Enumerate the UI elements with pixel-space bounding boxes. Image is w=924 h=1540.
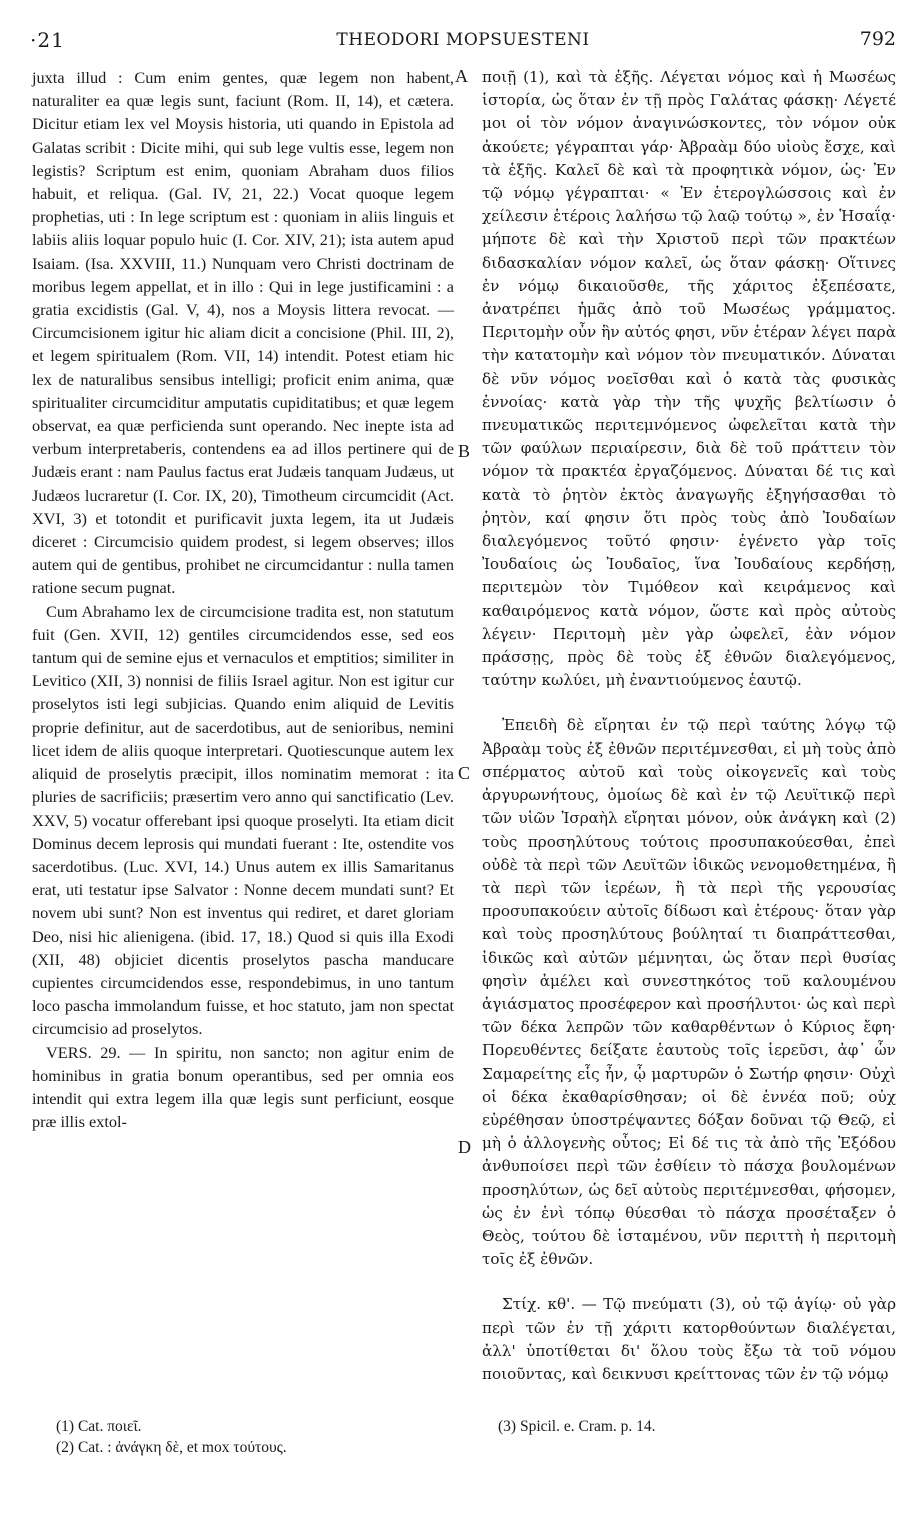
footnotes-left	[56, 1416, 456, 1458]
latin-column	[32, 66, 454, 1133]
running-title: THEODORI MOPSUESTENI	[336, 30, 590, 50]
latin-paragraph: Cum Abrahamo lex de circumcisione tradita est, non statutum fuit (Gen. XVII, 12) gentiles circumcidendos esse, sed eos tantum qui de semine ejus et vernaculos et emptitios; similiter in Levitico (XII, 3) nonnisi de filiis Israel agitur. Non est igitur cur proselytos isti legi subjicias. Quando enim aliquid de Levitis proprie definitur, aut de sacerdotibus, aut de senioribus, nemini licet idem de aliis quoque interpretari. Quotiescunque autem lex aliquid de proselytis præcipit, illos nominatim memorat : ita pluries de sacrificiis; præsertim vero anno qui sanctificatio (Lev. XXV, 5) vocatur offerebant ipsi quoque proselyti. Ita etiam dicit Dominus decem leprosis qui mundati fuerant : Ite, ostendite vos sacerdotibus. (Luc. XVI, 14.) Unus autem ex illis Samaritanus erat, uti testatur ipse Salvator : Nonne decem mundati sunt? Et novem ubi sunt? Non est inventus qui rediret, et daret gloriam Deo, nisi hic alienigena. (ibid. 17, 18.) Quod si quis illa Exodi (XII, 48) objiciet dicentis proselytos pascha manducare cupientes circumcidendos esse, respondebimus, in uno tantum loco pascha immolandum fuisse, et hoc statuto, jam non spectat circumcisio ad proselytos.	[32, 601, 454, 1039]
margin-marker-d: D	[458, 1137, 471, 1157]
footnotes-right	[498, 1416, 894, 1437]
margin-marker-b: B	[458, 441, 471, 461]
footnote: (2) Cat. : ἀνάγκη δὲ, et mox τούτους.	[56, 1439, 287, 1456]
margin-marker-a: A	[455, 66, 468, 86]
latin-paragraph: VERS. 29. — In spiritu, non sancto; non agitur enim de hominibus in gratia bonum operantibus, sed per omnia eos intendit qui extra legem illa quæ legis sunt perficiunt, eosque præ illis extol-	[32, 1042, 454, 1132]
greek-paragraph: Στίχ. κθ'. — Τῷ πνεύματι (3), οὐ τῷ ἁγίῳ· οὐ γὰρ περὶ τῶν ἐν τῇ χάριτι κατορθούντων διαλέγεται, ἀλλ' ὑποτίθεται δι' ὅλου τοὺς ἔξω τὰ τοῦ νόμου ποιοῦντας, καὶ δεικνυσι κρείττονας τῶν ἐν τῷ νόμῳ	[482, 1295, 896, 1383]
footnote: (1) Cat. ποιεῖ.	[56, 1418, 142, 1435]
margin-marker-c: C	[458, 763, 471, 783]
greek-paragraph: Ἐπειδὴ δὲ εἴρηται ἐν τῷ περὶ ταύτης λόγῳ τῷ Ἀβραὰμ τοὺς ἐξ ἐθνῶν περιτέμνεσθαι, εἰ μὴ τοὺς ἀπὸ σπέρματος αὐτοῦ καὶ τοὺς οἰκογενεῖς καὶ τοὺς ἀργυρωνήτους, ὁμοίως δὲ καὶ ἐν τῷ Λευϊτικῷ περὶ τῶν υἱῶν Ἰσραὴλ εἴρηται μόνον, οὐκ ἀνάγκη καὶ (2) τοὺς προσηλύτους τούτοις προσυπακούεσθαι, ἐπεὶ οὐδὲ τὰ περὶ τῶν Λευϊτῶν ἰδικῶς νενομοθετημένα, ἢ τὰ περὶ τῶν ἱερέων, ἢ τὰ περὶ τῆς γερουσίας προσυπακούειν αὐτοῖς δίδωσι καὶ ἑτέρους· ὅταν γὰρ καὶ τοὺς προσηλύτους βούληταί τι διαπράττεσθαι, ἰδικῶς καὶ αὐτῶν μέμνηται, ὡς ὅταν περὶ θυσίας φησὶν ἀμέλει καὶ συνεστηκότος τοῦ καλουμένου ἁγιάσματος προσέφερον καὶ προσήλυτοι· ὡς καὶ περὶ τῶν δέκα λεπρῶν τῶν καθαρθέντων ὁ Κύριος ἔφη· Πορευθέντες δείξατε ἑαυτοὺς τοῖς ἱερεῦσι, ἀφ᾽ ὧν Σαμαρείτης εἷς ἦν, ᾧ μαρτυρῶν ὁ Σωτήρ φησιν· Οὐχὶ οἱ δέκα ἐκαθαρίσθησαν; οἱ δὲ ἐννέα ποῦ; οὐχ εὑρέθησαν ὑποστρέψαντες δόξαν δοῦναι τῷ Θεῷ, εἰ μὴ ὁ ἀλλογενὴς οὗτος; Εἰ δέ τις τὰ ἀπὸ τῆς Ἐξόδου ἀνθυποίσει περὶ τῶν ἐσθίειν τὸ πάσχα βουλομένων προσηλύτων, ὡς δεῖ αὐτοὺς περιτέμνεσθαι, φήσομεν, ὡς ἐν ἑνὶ τόπῳ θύεσθαι τὸ πάσχα προσέταξεν ὁ Θεὸς, τούτου δὲ ἱσταμένου, νῦν περιττὴ ἡ περιτομὴ τοῖς ἐξ ἐθνῶν.	[482, 716, 896, 1269]
greek-paragraph: ποιῇ (1), καὶ τὰ ἑξῆς. Λέγεται νόμος καὶ ἡ Μωσέως ἱστορία, ὡς ὅταν ἐν τῇ πρὸς Γαλάτας φάσκῃ· Λέγετέ μοι οἱ τὸν νόμον ἀναγινώσκοντες, τὸν νόμον οὐκ ἀκούετε; γέγραπται γάρ· Ἀβραὰμ δύο υἱοὺς ἔσχε, καὶ τὰ ἑξῆς. Καλεῖ δὲ καὶ τὰ προφητικὰ νόμον, ὡς· Ἐν τῷ νόμῳ γέγραπται· « Ἐν ἑτερογλώσσοις καὶ ἐν χείλεσιν ἑτέροις λαλήσω τῷ λαῷ τούτῳ », ἐν Ἡσαΐᾳ· μήποτε δὲ καὶ τὴν Χριστοῦ περὶ τῶν πρακτέων διδασκαλίαν νόμον καλεῖ, ὡς ὅταν φάσκῃ· Οἵτινες ἐν νόμῳ δικαιοῦσθε, τῆς χάριτος ἐξεπέσατε, ἀνατρέπει ἡμᾶς ἀπὸ τοῦ Μωσέως γράμματος. Περιτομὴν οὖν ἣν αὐτός φησι, νῦν ἑτέραν λέγει παρὰ τὴν κατατομὴν καὶ νόμον τὸν πνευματικόν. Δύναται δὲ νῦν νόμος νοεῖσθαι καὶ ὁ κατὰ τὰς φυσικὰς ἐννοίας· κατὰ γὰρ τὴν τῆς ψυχῆς βελτίωσιν ὁ πνευματικῶς περιτεμνόμενος ὠφελεῖται κατὰ τὴν τῶν φαύλων περιαίρεσιν, διὰ δὲ τοῦ πράττειν τὸν νόμον τὰ πρακτέα ἐργαζόμενος. Δύναται δέ τις καὶ κατὰ τὸ ῥητὸν ἐκτὸς ἀναγωγῆς ἐξηγήσασθαι τὸ ῥητὸν, καί φησιν ὅτι πρὸς τοὺς ἀπὸ Ἰουδαίων διαλεγόμενος τοῦτό φησιν· ἐγένετο γὰρ τοῖς Ἰουδαίοις ὡς Ἰουδαῖος, ἵνα Ἰουδαίους κερδήσῃ, περιτεμὼν τὸν Τιμόθεον καὶ κειράμενος καὶ καθαιρόμενος κατὰ νόμον, ὥστε καὶ πρὸς αὐτοὺς λέγειν· Περιτομὴ μὲν γὰρ ὠφελεῖ, ἐὰν νόμον πράσσῃς, πρὸς δὲ τοὺς ἐξ ἐθνῶν διαλεγόμενος, ταύτην κωλύει, μὴ ἐναντιούμενος ἑαυτῷ.	[482, 68, 896, 690]
running-header	[30, 28, 896, 58]
page-number-left: ·21	[30, 28, 65, 52]
latin-paragraph: juxta illud : Cum enim gentes, quæ legem non habent, naturaliter ea quæ legis sunt, faciunt (Rom. II, 14), et cætera. Dicitur etiam lex vel Moysis historia, uti quando in Epistola ad Galatas scribit : Dicite mihi, qui sub lege vultis esse, legem non legistis? Scriptum est enim, quoniam Abraham duos filios habuit, et reliqua. (Gal. IV, 21, 22.) Vocat quoque legem prophetias, uti : In lege scriptum est : quoniam in aliis linguis et labiis aliis loquar populo huic (I. Cor. XIV, 21); ista autem apud Isaiam. (Isa. XXVIII, 11.) Nunquam vero Christi doctrinam de moribus legem appellat, et in illo : Qui in lege justificamini : a gratia excidistis (Gal. V, 4), nos a Moysis littera revocat. — Circumcisionem igitur hic aliam dicit a concisione (Phil. III, 2), et legem spiritualem (Rom. VII, 14) intendit. Potest etiam hic lex de naturalibus sensibus intelligi; proficit enim anima, quæ spiritualiter circumciditur amputatis cupiditatibus; et quæ legem observat, ea quæ perficienda sunt operando. Nec inepte ista ad verbum interpretaberis, contendens ea ad illos pertinere qui de Judæis erant : nam Paulus factus erat Judæis tanquam Judæus, ut Judæos lucraretur (I. Cor. IX, 20), Timotheum circumcidit (Act. XVI, 3) et totondit et purificavit juxta legem, ita ut Judæis diceret : Circumcisio quidem prodest, si legem observes; illos autem qui de gentibus, prohibet ne circumcidantur : nulla tamen ratione secum pugnat.	[32, 68, 454, 598]
page-number-right: 792	[859, 28, 896, 50]
greek-column	[482, 66, 896, 1386]
footnote: (3) Spicil. e. Cram. p. 14.	[498, 1418, 656, 1435]
